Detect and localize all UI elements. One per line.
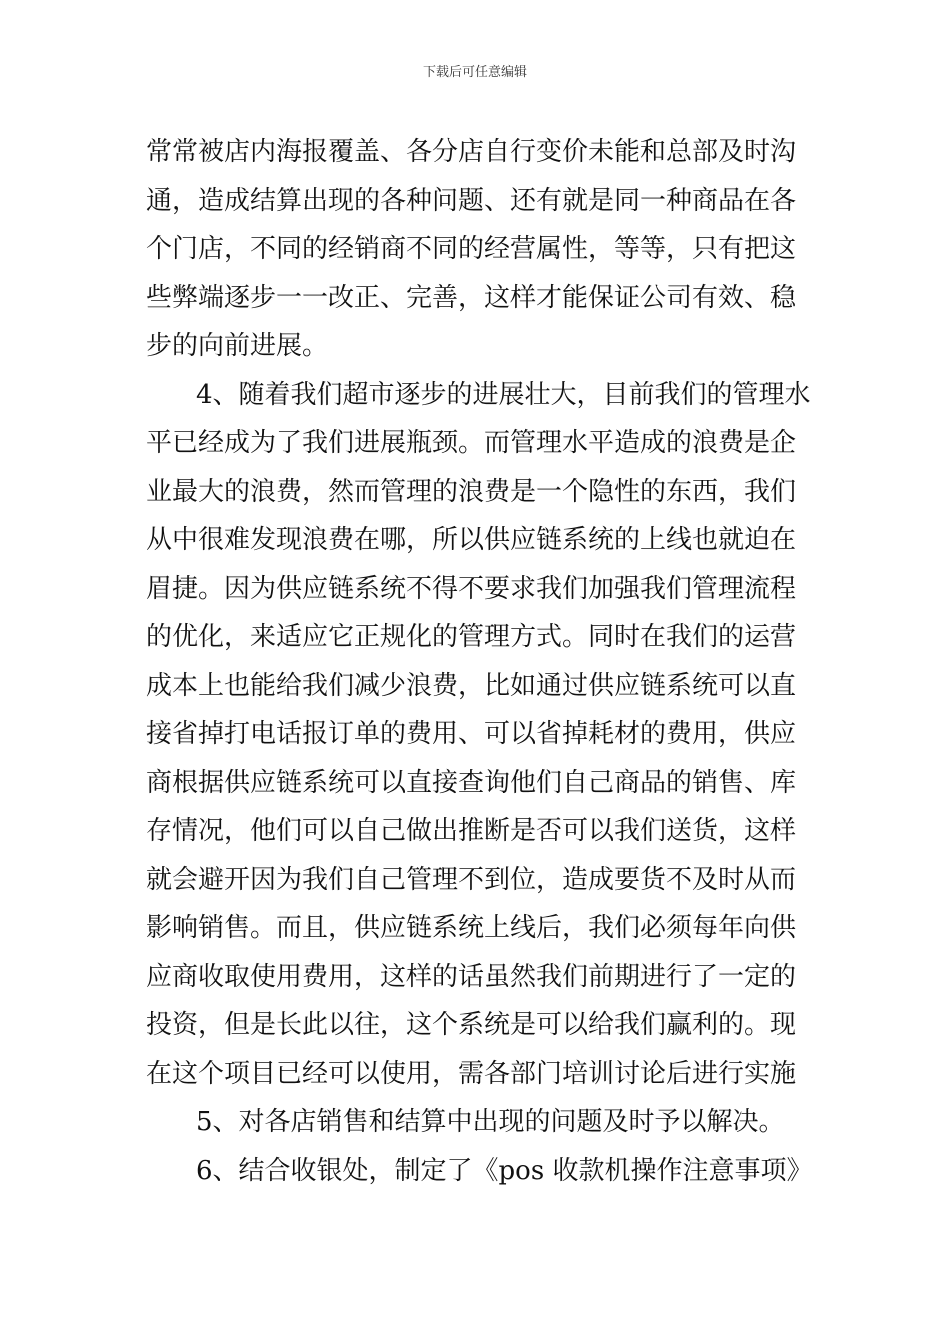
text-line: 应商收取使用费用，这样的话虽然我们前期进行了一定的 xyxy=(146,961,797,992)
text-line: 步的向前进展。 xyxy=(146,331,329,361)
text-line: 投资，但是长此以往，这个系统是可以给我们赢利的。现 xyxy=(146,1010,797,1040)
text-line: 个门店，不同的经销商不同的经营属性，等等，只有把这 xyxy=(146,234,797,264)
text-line: 5、对各店销售和结算中出现的问题及时予以解决。 xyxy=(196,1107,785,1137)
text-line: 在这个项目已经可以使用，需各部门培训讨论后进行实施 xyxy=(146,1058,797,1089)
text-line: 通，造成结算出现的各种问题、还有就是同一种商品在各 xyxy=(146,185,797,216)
text-line: 眉捷。因为供应链系统不得不要求我们加强我们管理流程 xyxy=(146,573,797,604)
text-line: 就会避开因为我们自己管理不到位，造成要货不及时从而 xyxy=(146,864,797,895)
text-line: 业最大的浪费，然而管理的浪费是一个隐性的东西，我们 xyxy=(146,476,797,507)
text-line: 平已经成为了我们进展瓶颈。而管理水平造成的浪费是企 xyxy=(146,428,797,458)
text-line: 接省掉打电话报订单的费用、可以省掉耗材的费用，供应 xyxy=(146,719,797,749)
text-line: 常常被店内海报覆盖、各分店自行变价未能和总部及时沟 xyxy=(146,137,797,167)
text-line: 些弊端逐步一一改正、完善，这样才能保证公司有效、稳 xyxy=(146,282,797,313)
text-line: 成本上也能给我们减少浪费，比如通过供应链系统可以直 xyxy=(146,670,797,701)
page-header: 下载后可任意编辑 xyxy=(422,65,527,80)
text-line: 4、随着我们超市逐步的进展壮大，目前我们的管理水 xyxy=(196,379,811,410)
text-line: 商根据供应链系统可以直接查询他们自己商品的销售、库 xyxy=(146,767,797,798)
text-line: 6、结合收银处，制定了《pos 收款机操作注意事项》 xyxy=(196,1155,813,1186)
body-text xyxy=(146,128,816,1195)
text-line: 影响销售。而且，供应链系统上线后，我们必须每年向供 xyxy=(146,913,797,943)
text-line: 的优化，来适应它正规化的管理方式。同时在我们的运营 xyxy=(146,622,797,652)
text-line: 从中很难发现浪费在哪，所以供应链系统的上线也就迫在 xyxy=(146,525,797,555)
text-line: 存情况，他们可以自己做出推断是否可以我们送货，这样 xyxy=(146,816,797,846)
